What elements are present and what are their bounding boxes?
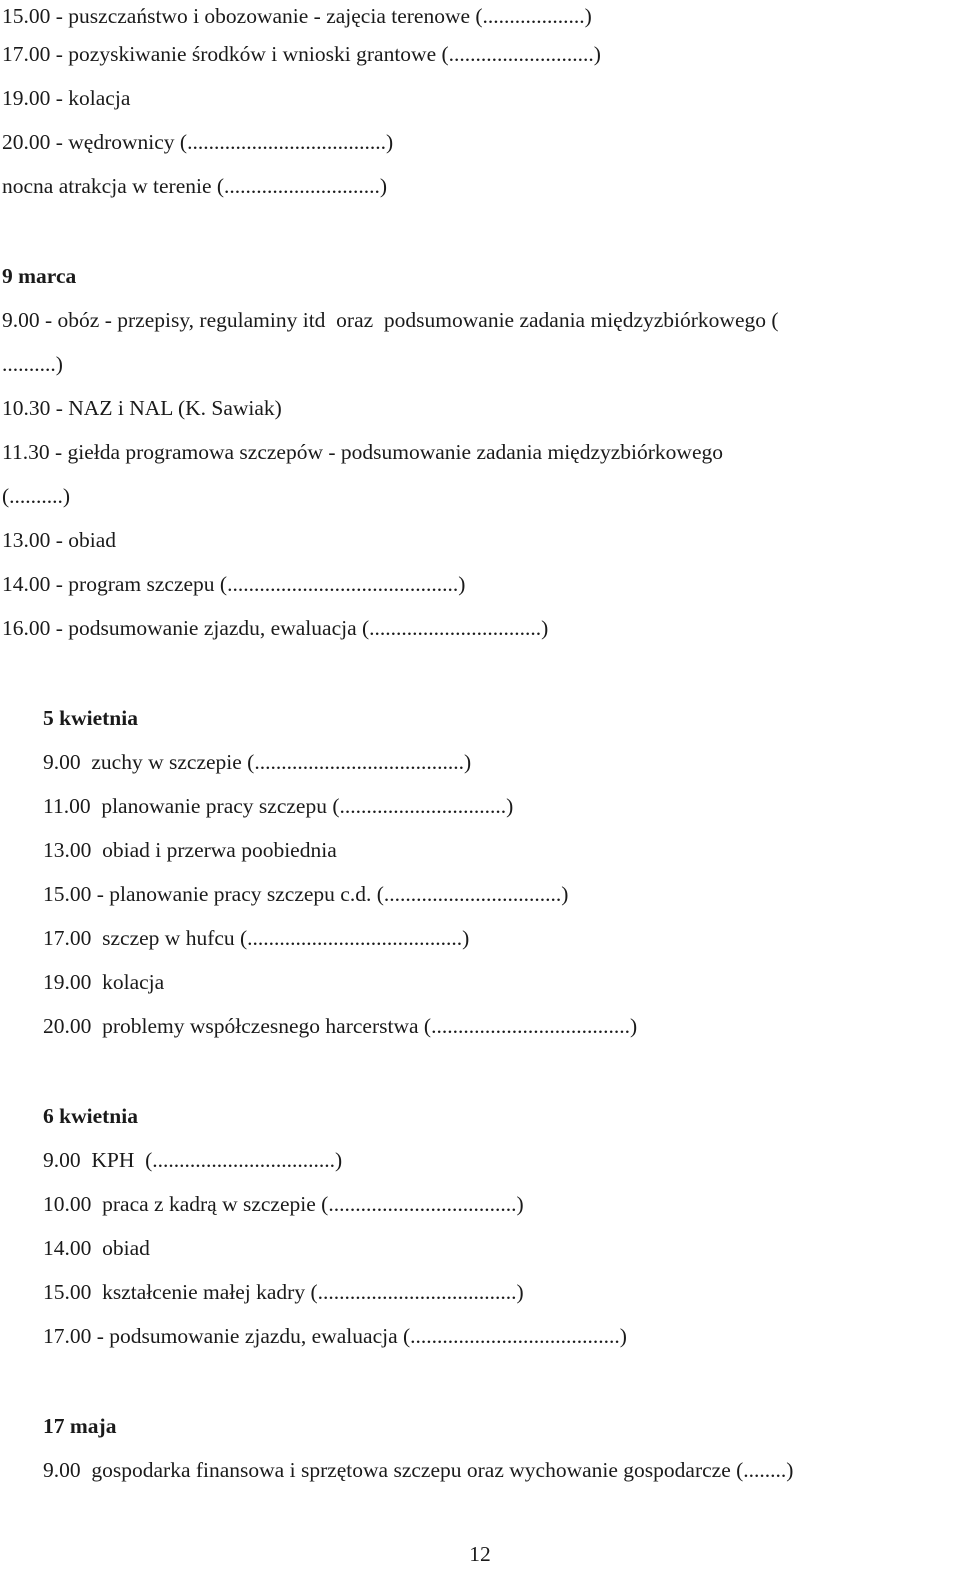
schedule-line: 14.00 obiad xyxy=(43,1236,150,1260)
schedule-line: 16.00 - podsumowanie zjazdu, ewaluacja (................................) xyxy=(2,616,549,640)
schedule-line: 13.00 obiad i przerwa poobiednia xyxy=(43,838,337,862)
schedule-line: 19.00 kolacja xyxy=(43,970,165,994)
section-heading: 17 maja xyxy=(43,1414,117,1438)
section-heading: 6 kwietnia xyxy=(43,1104,138,1128)
schedule-line: 10.00 praca z kadrą w szczepie (...................................) xyxy=(43,1192,524,1216)
schedule-line: 14.00 - program szczepu (...........................................) xyxy=(2,572,466,596)
schedule-line: 13.00 - obiad xyxy=(2,528,117,552)
page-number: 12 xyxy=(469,1542,491,1566)
section-heading: 5 kwietnia xyxy=(43,706,138,730)
schedule-line: (..........) xyxy=(2,484,71,508)
schedule-line: 9.00 zuchy w szczepie (.......................................) xyxy=(43,750,472,774)
schedule-line: 17.00 szczep w hufcu (........................................) xyxy=(43,926,470,950)
schedule-line: 9.00 gospodarka finansowa i sprzętowa szczepu oraz wychowanie gospodarcze (........) xyxy=(43,1458,794,1482)
schedule-line: 17.00 - podsumowanie zjazdu, ewaluacja (.......................................) xyxy=(43,1324,627,1348)
schedule-line: 15.00 - planowanie pracy szczepu c.d. (.................................) xyxy=(43,882,569,906)
schedule-line: 15.00 kształcenie małej kadry (.....................................) xyxy=(43,1280,524,1304)
schedule-line: 9.00 KPH (..................................) xyxy=(43,1148,343,1172)
schedule-line: 10.30 - NAZ i NAL (K. Sawiak) xyxy=(2,396,282,420)
schedule-line: nocna atrakcja w terenie (.............................) xyxy=(2,174,388,198)
schedule-line: 9.00 - obóz - przepisy, regulaminy itd oraz podsumowanie zadania międzyzbiórkowego ( xyxy=(2,308,779,332)
schedule-line: 15.00 - puszczaństwo i obozowanie - zajęcia terenowe (...................) xyxy=(2,4,592,28)
schedule-line: 17.00 - pozyskiwanie środków i wnioski grantowe (...........................) xyxy=(2,42,601,66)
schedule-line: 20.00 - wędrownicy (.....................................) xyxy=(2,130,394,154)
schedule-line: 19.00 - kolacja xyxy=(2,86,131,110)
schedule-line: 11.00 planowanie pracy szczepu (...............................) xyxy=(43,794,514,818)
section-heading: 9 marca xyxy=(2,264,77,288)
schedule-line: ..........) xyxy=(2,352,63,376)
schedule-line: 11.30 - giełda programowa szczepów - podsumowanie zadania międzyzbiórkowego xyxy=(2,440,723,464)
schedule-line: 20.00 problemy współczesnego harcerstwa (.....................................) xyxy=(43,1014,638,1038)
